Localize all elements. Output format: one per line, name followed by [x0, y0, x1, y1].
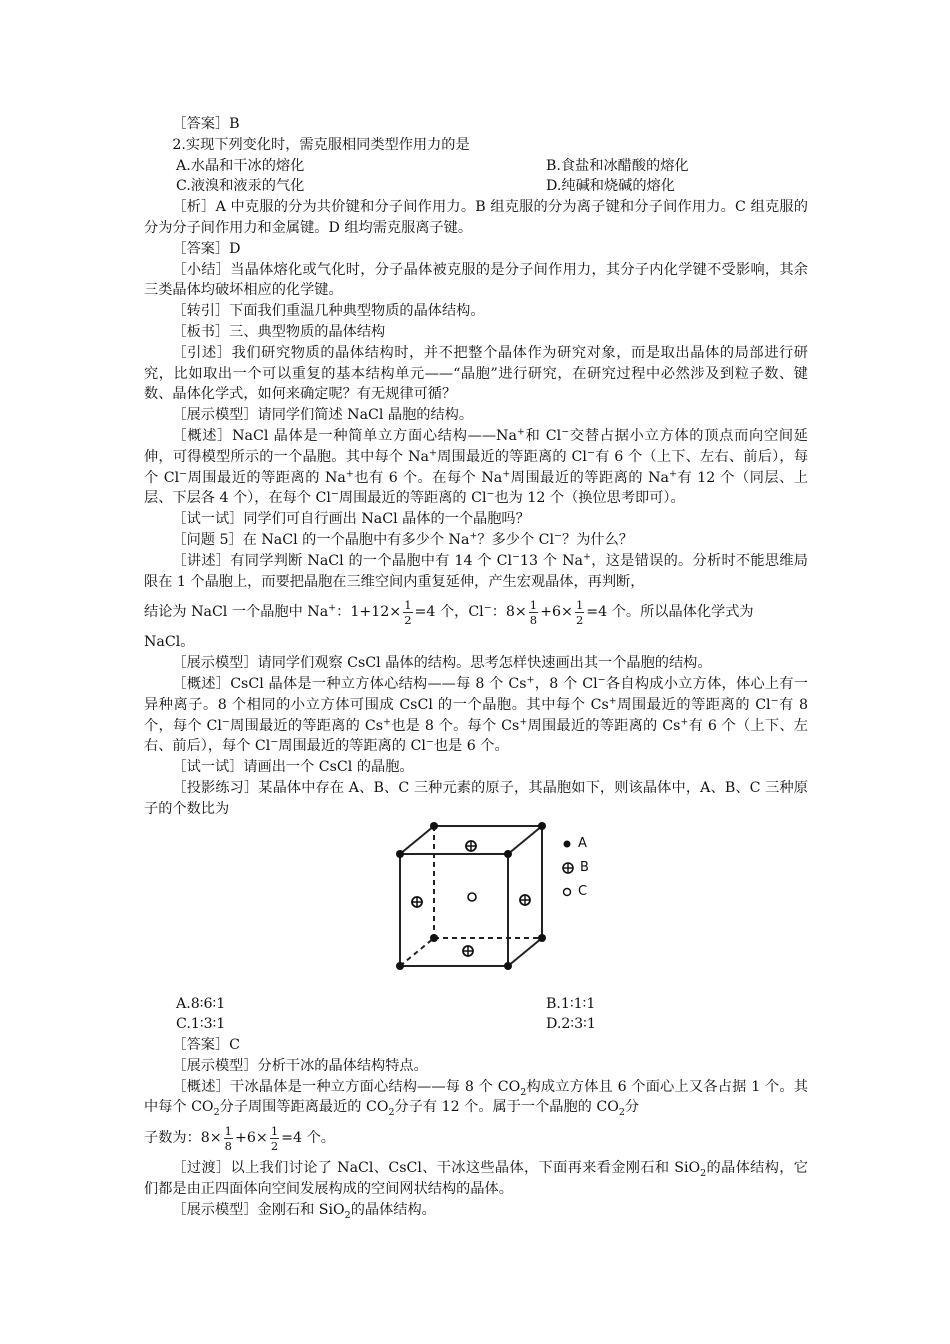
atom-a: [504, 962, 512, 970]
board-heading: ［板书］三、典型物质的晶体结构: [172, 323, 386, 340]
q2-option-a: A.水晶和干冰的熔化: [176, 157, 305, 174]
summary: ［小结］当晶体熔化或气化时，分子晶体被克服的是分子间作用力，其分子内化学键不受影响，其余三类晶体均破坏相应的化学键。: [144, 261, 808, 299]
legend-item-a: A: [562, 832, 589, 856]
transition-2: ［过渡］以上我们讨论了 NaCl、CsCl、干冰这些晶体，下面再来看金刚石和 SiO$_2$的晶体结构，它们都是由正四面体向空间发展构成的空间网状结构的晶体。: [144, 1160, 808, 1198]
model-diamond: ［展示模型］金刚石和 SiO$_2$的晶体结构。: [172, 1201, 436, 1221]
q2-option-c: C.液溴和液汞的气化: [176, 178, 305, 195]
cube-edge: [400, 826, 434, 854]
hollow-circle-icon: [562, 887, 572, 897]
cube-front-face: [400, 854, 508, 966]
atom-a: [396, 962, 404, 970]
fraction-half: $\frac{1}{2}$: [270, 1123, 279, 1153]
fraction-eighth: $\frac{1}{8}$: [224, 1123, 232, 1153]
document-page: [144, 114, 808, 1221]
unit-cell-diagram: [388, 822, 558, 972]
atom-b: [520, 895, 530, 905]
nacl-formula-end: NaCl。: [144, 634, 195, 651]
exercise-option-b: B.1∶1∶1: [546, 995, 596, 1012]
atom-b: [466, 841, 476, 851]
atom-legend: [562, 832, 589, 904]
exercise-option-a: A.8∶6∶1: [176, 995, 226, 1012]
exercise-option-d: D.2∶3∶1: [546, 1016, 596, 1033]
atom-b: [463, 946, 473, 956]
legend-item-b: B: [562, 856, 589, 880]
q2-options-row1: [144, 156, 808, 177]
answer-1: ［答案］B: [172, 116, 240, 132]
q2-option-d: D.纯碱和烧碱的熔化: [546, 178, 675, 195]
model-dry-ice: ［展示模型］分析干冰的晶体结构特点。: [172, 1057, 428, 1074]
question-5: ［问题 5］在 NaCl 的一个晶胞中有多少个 Na+？多少个 Cl−？为什么？: [172, 530, 633, 548]
solid-dot-icon: [562, 839, 572, 849]
exercise-options-row1: [144, 994, 808, 1015]
atom-a: [538, 934, 546, 942]
crossed-circle-icon: [562, 862, 574, 874]
exercise-option-c: C.1∶3∶1: [176, 1016, 226, 1033]
q2-option-b: B.食盐和冰醋酸的熔化: [546, 157, 689, 174]
atom-a: [396, 850, 404, 858]
dry-ice-formula: 子数为：8× $\frac{1}{8}$ +6× $\frac{1}{2}$ =4 个。: [144, 1123, 335, 1153]
lecture: ［讲述］有同学判断 NaCl 的一个晶胞中有 14 个 Cl−13 个 Na+，这是错误的。分析时不能思维局限在 1 个晶胞上，而要把晶胞在三维空间内重复延伸，产生宏观晶体，再判断，: [144, 551, 808, 590]
try-2: ［试一试］请画出一个 CsCl 的晶胞。: [172, 759, 414, 776]
atom-c: [468, 893, 476, 901]
nacl-description: ［概述］NaCl 晶体是一种简单立方面心结构——Na+和 Cl−交替占据小立方体的顶点而向空间延伸，可得模型所示的一个晶胞。其中每个 Na+周围最近的等距离的 Cl−有 6 个（上下、左右、前后），每个 Cl−周围最近的等距离的 Na+也有 6 个。在每个 Na+周围最近的等距离的 Na+有 12 个（同层、上层、下层各 4 个），在每个 Cl−周围最近的等距离的 Cl−也为 12 个（换位思考即可）。: [144, 426, 809, 507]
answer-3: ［答案］C: [172, 1037, 240, 1054]
model-cscl: ［展示模型］请同学们观察 CsCl 晶体的结构。思考怎样快速画出其一个晶胞的结构。: [172, 655, 712, 672]
nacl-count-formula: 结论为 NaCl 一个晶胞中 Na+：1+12× $\frac{1}{2}$ =4 个，Cl−：8× $\frac{1}{8}$ +6× $\frac{1}{2}$ =4 个。所以晶体化学式为: [144, 597, 754, 627]
dry-ice-description: ［概述］干冰晶体是一种立方面心结构——每 8 个 $CO_2$构成立方体且 6 个面心上又各占据 1 个。其中每个 $CO_2$分子周围等距离最近的 $CO_2$分子有 12 个。属于一个晶胞的 $CO_2$分: [144, 1078, 808, 1119]
fraction-half: $\frac{1}{2}$: [404, 597, 412, 627]
atom-b: [412, 897, 422, 907]
transition-1: ［转引］下面我们重温几种典型物质的晶体结构。: [172, 303, 485, 320]
intro: ［引述］我们研究物质的晶体结构时，并不把整个晶体作为研究对象，而是取出晶体的局部进行研究，比如取出一个可以重复的基本结构单元——“晶胞”进行研究，在研究过程中必然涉及到粒子数、键数、晶体化学式，如何来确定呢？有无规律可循？: [144, 344, 808, 403]
fraction-eighth: $\frac{1}{8}$: [529, 597, 538, 627]
projection-exercise: ［投影练习］某晶体中存在 A、B、C 三种元素的原子，其晶胞如下，则该晶体中，A、B、C 三种原子的个数比为: [144, 779, 808, 817]
cube-edge: [508, 826, 542, 854]
exercise-options-row2: [144, 1014, 808, 1035]
fraction-half: $\frac{1}{2}$: [575, 597, 584, 627]
atom-a: [430, 822, 438, 830]
cscl-description: ［概述］CsCl 晶体是一种立方体心结构——每 8 个 Cs+，8 个 Cl−各自构成小立方体，体心上有一异种离子。8 个相同的小立方体可围成 CsCl 的一个晶胞。其中每个 Cs+周围最近的等距离的 Cl−有 8 个，每个 Cl−周围最近的等距离的 Cs+也是 8 个。每个 Cs+周围最近的等距离的 Cs+有 6 个（上下、左右、前后），每个 Cl−周围最近的等距离的 Cl−也是 6 个。: [144, 674, 808, 755]
model-nacl: ［展示模型］请同学们简述 NaCl 晶胞的结构。: [172, 407, 474, 424]
atom-a: [538, 822, 546, 830]
cube-edge: [508, 938, 542, 966]
cube-hidden-edge: [400, 938, 434, 966]
q2-options-row2: [144, 176, 808, 197]
crystal-cell-figure: [144, 822, 808, 992]
legend-item-c: C: [562, 880, 589, 904]
analysis: ［析］A 中克服的分为共价键和分子间作用力。B 组克服的分为离子键和分子间作用力。C 组克服的分为分子间作用力和金属键。D 组均需克服离子键。: [144, 199, 808, 236]
question-2: 2.实现下列变化时，需克服相同类型作用力的是: [172, 136, 470, 153]
try-1: ［试一试］同学们可自行画出 NaCl 晶体的一个晶胞吗？: [172, 511, 530, 528]
atom-a: [504, 850, 512, 858]
answer-2: ［答案］D: [172, 240, 241, 257]
atom-a: [430, 934, 438, 942]
